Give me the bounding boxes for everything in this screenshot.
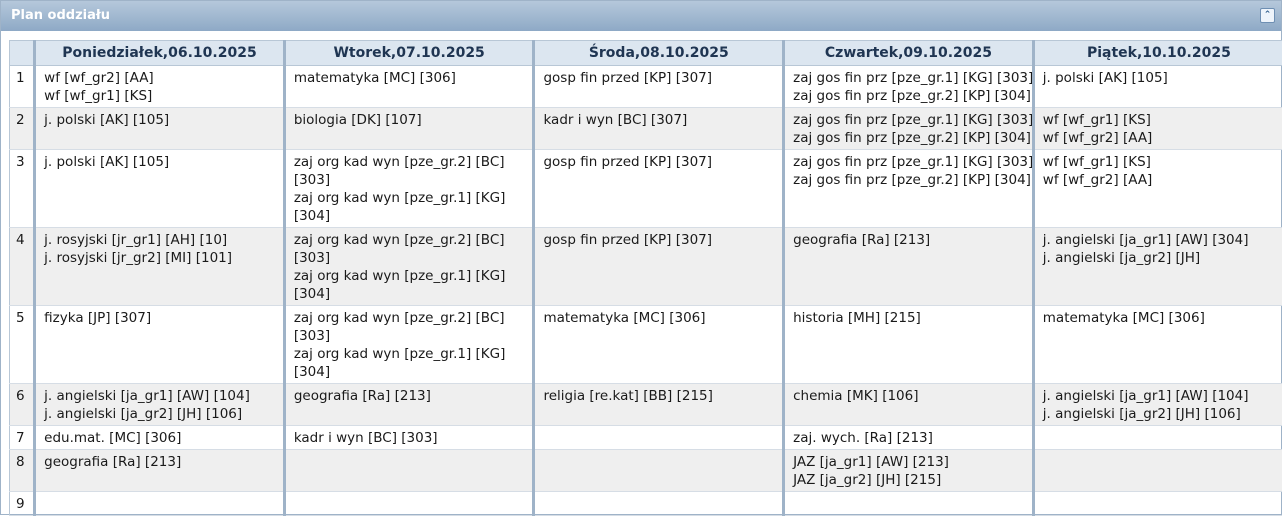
lesson-entry: wf [wf_gr2] [AA] — [44, 69, 283, 87]
lesson-entry: j. angielski [ja_gr2] [JH] [106] — [44, 405, 283, 423]
lesson-number: 8 — [10, 450, 35, 492]
day-header: Poniedziałek,06.10.2025 — [35, 41, 285, 66]
lesson-entry: j. angielski [ja_gr2] [JH] [106] — [1043, 405, 1282, 423]
lesson-entry: zaj gos fin prz [pze_gr.1] [KG] [303] — [793, 111, 1032, 129]
lesson-entry: chemia [MK] [106] — [793, 387, 1032, 405]
day-header: Wtorek,07.10.2025 — [284, 41, 534, 66]
lesson-entry: j. angielski [ja_gr1] [AW] [104] — [44, 387, 283, 405]
timetable — [9, 40, 1282, 516]
lesson-entry: j. polski [AK] [105] — [44, 153, 283, 171]
lesson-entry: [303] — [294, 171, 533, 189]
lesson-cell — [35, 108, 285, 150]
lesson-cell — [35, 426, 285, 450]
lesson-entry: zaj org kad wyn [pze_gr.2] [BC] — [294, 153, 533, 171]
lesson-row — [10, 426, 1282, 450]
lesson-cell — [534, 66, 784, 108]
lesson-entry: zaj org kad wyn [pze_gr.1] [KG] — [294, 189, 533, 207]
lesson-cell — [534, 150, 784, 228]
lesson-number: 3 — [10, 150, 35, 228]
lesson-entry: j. angielski [ja_gr2] [JH] — [1043, 249, 1282, 267]
lesson-cell — [284, 228, 534, 306]
lesson-number-header — [10, 41, 35, 66]
lesson-cell — [1033, 108, 1282, 150]
lesson-number: 2 — [10, 108, 35, 150]
lesson-row — [10, 384, 1282, 426]
lesson-number: 4 — [10, 228, 35, 306]
lesson-number: 1 — [10, 66, 35, 108]
lesson-cell — [35, 384, 285, 426]
lesson-cell — [784, 426, 1034, 450]
day-header: Środa,08.10.2025 — [534, 41, 784, 66]
lesson-cell — [534, 306, 784, 384]
lesson-entry: [303] — [294, 327, 533, 345]
day-header: Czwartek,09.10.2025 — [784, 41, 1034, 66]
lesson-entry: zaj org kad wyn [pze_gr.2] [BC] — [294, 309, 533, 327]
lesson-entry: fizyka [JP] [307] — [44, 309, 283, 327]
lesson-entry: JAZ [ja_gr1] [AW] [213] — [793, 453, 1032, 471]
lesson-cell — [1033, 384, 1282, 426]
lesson-cell — [534, 228, 784, 306]
lesson-cell — [1033, 228, 1282, 306]
lesson-entry: zaj gos fin prz [pze_gr.2] [KP] [304] — [793, 129, 1032, 147]
lesson-entry: zaj gos fin prz [pze_gr.1] [KG] [303] — [793, 153, 1032, 171]
header-row — [10, 41, 1282, 66]
lesson-cell — [534, 492, 784, 516]
panel-header — [1, 1, 1281, 31]
lesson-entry: [304] — [294, 207, 533, 225]
lesson-entry: j. angielski [ja_gr1] [AW] [104] — [1043, 387, 1282, 405]
lesson-cell — [35, 306, 285, 384]
lesson-entry: gosp fin przed [KP] [307] — [543, 69, 782, 87]
lesson-cell — [784, 306, 1034, 384]
lesson-entry: j. rosyjski [jr_gr2] [MI] [101] — [44, 249, 283, 267]
lesson-cell — [284, 66, 534, 108]
lesson-number: 6 — [10, 384, 35, 426]
lesson-row — [10, 228, 1282, 306]
lesson-entry: zaj gos fin prz [pze_gr.2] [KP] [304] — [793, 171, 1032, 189]
lesson-entry: JAZ [ja_gr2] [JH] [215] — [793, 471, 1032, 489]
lesson-row — [10, 150, 1282, 228]
lesson-entry: j. angielski [ja_gr1] [AW] [304] — [1043, 231, 1282, 249]
lesson-row — [10, 450, 1282, 492]
lesson-cell — [35, 150, 285, 228]
lesson-entry: gosp fin przed [KP] [307] — [543, 153, 782, 171]
lesson-row — [10, 108, 1282, 150]
lesson-entry: geografia [Ra] [213] — [44, 453, 283, 471]
lesson-cell — [1033, 492, 1282, 516]
panel-title: Plan oddziału — [11, 1, 110, 31]
lesson-row — [10, 492, 1282, 516]
lesson-cell — [284, 108, 534, 150]
lesson-number: 5 — [10, 306, 35, 384]
lesson-entry: zaj gos fin prz [pze_gr.1] [KG] [303] — [793, 69, 1032, 87]
lesson-entry: zaj org kad wyn [pze_gr.1] [KG] — [294, 267, 533, 285]
lesson-entry: biologia [DK] [107] — [294, 111, 533, 129]
lesson-entry: geografia [Ra] [213] — [793, 231, 1032, 249]
day-header: Piątek,10.10.2025 — [1033, 41, 1282, 66]
lesson-cell — [1033, 66, 1282, 108]
lesson-cell — [534, 384, 784, 426]
lesson-entry: [304] — [294, 363, 533, 381]
lesson-cell — [35, 450, 285, 492]
lesson-entry: gosp fin przed [KP] [307] — [543, 231, 782, 249]
lesson-cell — [784, 450, 1034, 492]
lesson-row — [10, 306, 1282, 384]
lesson-entry: j. rosyjski [jr_gr1] [AH] [10] — [44, 231, 283, 249]
lesson-entry: geografia [Ra] [213] — [294, 387, 533, 405]
lesson-entry: zaj org kad wyn [pze_gr.1] [KG] — [294, 345, 533, 363]
lesson-cell — [1033, 426, 1282, 450]
lesson-entry: zaj org kad wyn [pze_gr.2] [BC] — [294, 231, 533, 249]
lesson-entry: historia [MH] [215] — [793, 309, 1032, 327]
lesson-entry: zaj gos fin prz [pze_gr.2] [KP] [304] — [793, 87, 1032, 105]
lesson-entry: zaj. wych. [Ra] [213] — [793, 429, 1032, 447]
lesson-entry: matematyka [MC] [306] — [294, 69, 533, 87]
lesson-cell — [784, 108, 1034, 150]
lesson-entry: kadr i wyn [BC] [307] — [543, 111, 782, 129]
lesson-cell — [1033, 306, 1282, 384]
lesson-cell — [284, 450, 534, 492]
lesson-entry: religia [re.kat] [BB] [215] — [543, 387, 782, 405]
lesson-number: 9 — [10, 492, 35, 516]
lesson-cell — [534, 426, 784, 450]
lesson-entry: wf [wf_gr1] [KS] — [1043, 153, 1282, 171]
lesson-cell — [284, 384, 534, 426]
lesson-entry: j. polski [AK] [105] — [44, 111, 283, 129]
lesson-entry: kadr i wyn [BC] [303] — [294, 429, 533, 447]
lesson-row — [10, 66, 1282, 108]
lesson-cell — [534, 450, 784, 492]
lesson-entry: edu.mat. [MC] [306] — [44, 429, 283, 447]
lesson-entry: wf [wf_gr1] [KS] — [44, 87, 283, 105]
lesson-number: 7 — [10, 426, 35, 450]
lesson-entry: j. polski [AK] [105] — [1043, 69, 1282, 87]
lesson-cell — [284, 306, 534, 384]
collapse-icon[interactable]: ⌃ — [1260, 8, 1275, 23]
lesson-cell — [35, 492, 285, 516]
lesson-cell — [784, 228, 1034, 306]
lesson-cell — [784, 66, 1034, 108]
lesson-cell — [35, 66, 285, 108]
lesson-cell — [35, 228, 285, 306]
lesson-entry: wf [wf_gr2] [AA] — [1043, 129, 1282, 147]
lesson-cell — [784, 492, 1034, 516]
lesson-cell — [784, 384, 1034, 426]
lesson-cell — [784, 150, 1034, 228]
timetable-container — [9, 40, 1282, 516]
lesson-cell — [284, 150, 534, 228]
lesson-cell — [1033, 450, 1282, 492]
lesson-cell — [1033, 150, 1282, 228]
lesson-entry: matematyka [MC] [306] — [1043, 309, 1282, 327]
lesson-entry: wf [wf_gr1] [KS] — [1043, 111, 1282, 129]
lesson-cell — [534, 108, 784, 150]
lesson-cell — [284, 492, 534, 516]
lesson-entry: [303] — [294, 249, 533, 267]
lesson-cell — [284, 426, 534, 450]
lesson-entry: [304] — [294, 285, 533, 303]
lesson-entry: matematyka [MC] [306] — [543, 309, 782, 327]
lesson-entry: wf [wf_gr2] [AA] — [1043, 171, 1282, 189]
